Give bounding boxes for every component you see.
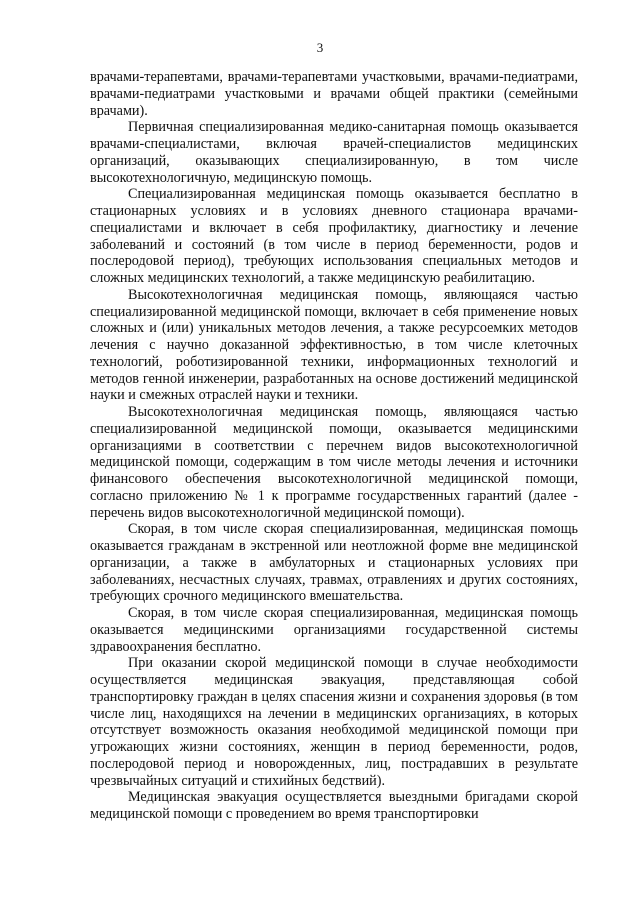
paragraph-emergency-care: Скорая, в том числе скорая специализированная, медицинская помощь оказывается гражданам в экстренной или неотложной форме вне медицинской организации, а также в амбулаторных и стационарных условиях при заболеваниях, несчастных случаях, травмах, отравлениях и других состояниях, требующих срочного медицинского вмешательства. [90, 521, 578, 605]
paragraph-emergency-care-free: Скорая, в том числе скорая специализированная, медицинская помощь оказывается медицинскими организациями государственной системы здравоохранения бесплатно. [90, 605, 578, 655]
document-body [90, 69, 578, 823]
paragraph-continuation: врачами-терапевтами, врачами-терапевтами участковыми, врачами-педиатрами, врачами-педиатрами участковыми и врачами общей практики (семейными врачами). [90, 69, 578, 119]
paragraph-specialized-care: Специализированная медицинская помощь оказывается бесплатно в стационарных условиях и в условиях дневного стационара врачами-специалистами и включает в себя профилактику, диагностику и лечение заболеваний и состояний (в том числе в период беременности, родов и послеродовой период), требующих использования специальных методов и сложных медицинских технологий, а также медицинскую реабилитацию. [90, 186, 578, 286]
paragraph-primary-specialized-care: Первичная специализированная медико-санитарная помощь оказывается врачами-специалистами, включая врачей-специалистов медицинских организаций, оказывающих специализированную, в том числе высокотехнологичную, медицинскую помощь. [90, 119, 578, 186]
paragraph-evacuation-teams: Медицинская эвакуация осуществляется выездными бригадами скорой медицинской помощи с проведением во время транспортировки [90, 789, 578, 822]
paragraph-high-tech-care-provision: Высокотехнологичная медицинская помощь, являющаяся частью специализированной медицинской помощи, оказывается медицинскими организациями в соответствии с перечнем видов высокотехнологичной медицинской помощи, содержащим в том числе методы лечения и источники финансового обеспечения высокотехнологичной медицинской помощи, согласно приложению № 1 к программе государственных гарантий (далее - перечень видов высокотехнологичной медицинской помощи). [90, 404, 578, 521]
paragraph-medical-evacuation: При оказании скорой медицинской помощи в случае необходимости осуществляется медицинская эвакуация, представляющая собой транспортировку граждан в целях спасения жизни и сохранения здоровья (в том числе лиц, находящихся на лечении в медицинских организациях, в которых отсутствует возможность оказания необходимой медицинской помощи при угрожающих жизни состояниях, женщин в период беременности, родов, послеродовой период и новорожденных, лиц, пострадавших в результате чрезвычайных ситуаций и стихийных бедствий). [90, 655, 578, 789]
paragraph-high-tech-care-definition: Высокотехнологичная медицинская помощь, являющаяся частью специализированной медицинской помощи, включает в себя применение новых сложных и (или) уникальных методов лечения, а также ресурсоемких методов лечения с научно доказанной эффективностью, в том числе клеточных технологий, роботизированной техники, информационных технологий и методов генной инженерии, разработанных на основе достижений медицинской науки и смежных отраслей науки и техники. [90, 286, 578, 404]
page-number: 3 [316, 40, 324, 55]
